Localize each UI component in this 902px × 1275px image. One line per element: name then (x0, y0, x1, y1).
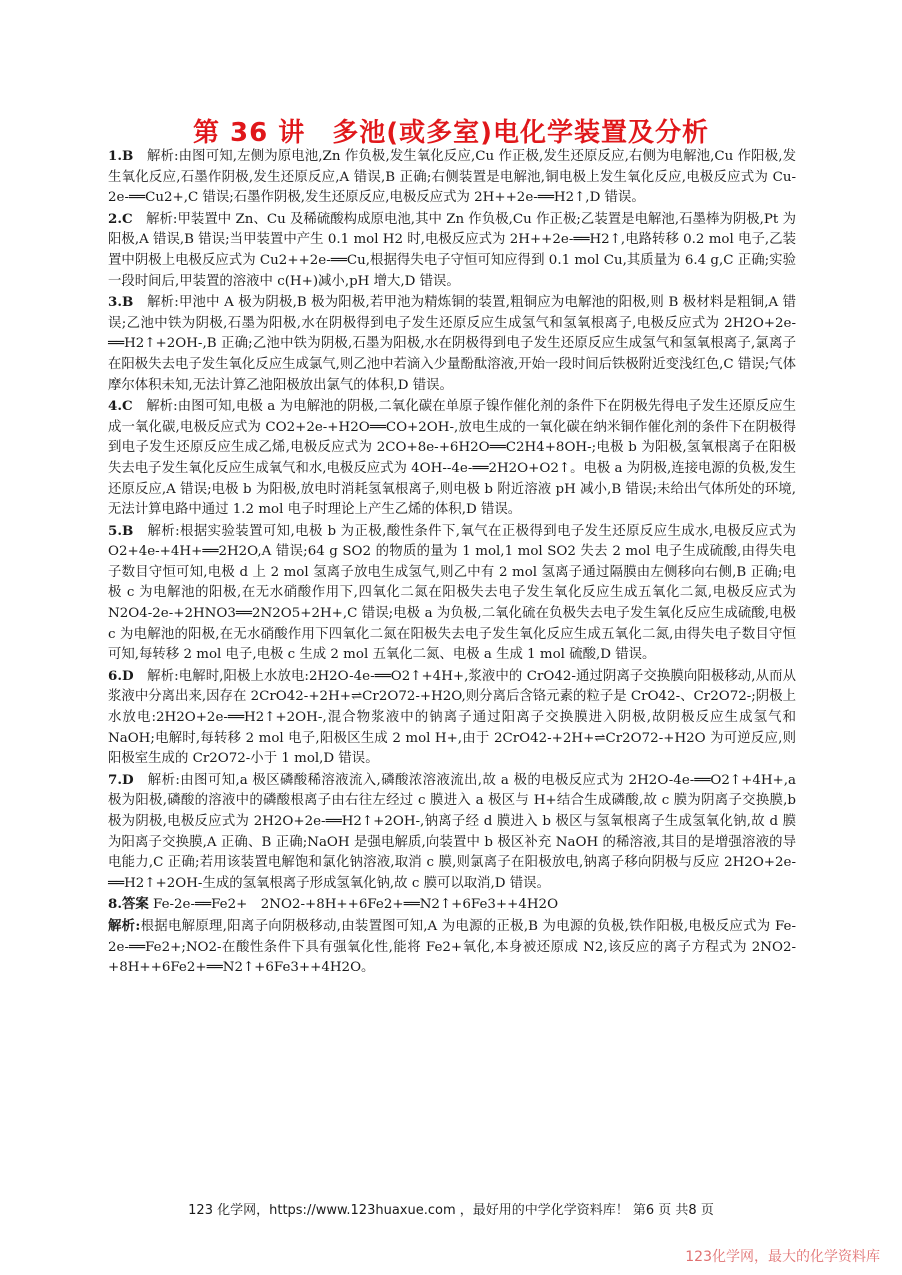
answer-label: 2.C (108, 210, 133, 227)
answer-paragraph (108, 292, 796, 396)
answer-paragraph (108, 396, 796, 521)
answer-paragraph (108, 916, 796, 979)
answer-label: 5.B (108, 522, 134, 539)
answer-label: 6.D (108, 667, 134, 684)
answer-paragraph (108, 146, 796, 209)
answer-label: 7.D (108, 771, 134, 788)
answer-text: 解析:电解时,阳极上水放电:2H2O-4e-══O2↑+4H+,浆液中的 CrO42-通过阴离子交换膜向阳极移动,从而从浆液中分离出来,因存在 2CrO42-+2H+⇌Cr2O72-+H2O,则分离后含铬元素的粒子是 CrO42-、Cr2O72-;阴极上水放电:2H2O+2e-══H2↑+2OH-,混合物浆液中的钠离子通过阳离子交换膜进入阴极,故阴极反应生成氢气和 NaOH;电解时,每转移 2 mol 电子,阳极区生成 2 mol H+,由于 2CrO42-+2H+⇌Cr2O72-+H2O 为可逆反应,则阳极室生成的 Cr2O72-小于 1 mol,D 错误。 (108, 668, 796, 767)
answer-paragraph (108, 666, 796, 770)
answer-label: 3.B (108, 294, 134, 311)
answer-text: 解析:由图可知,电极 a 为电解池的阴极,二氧化碳在单原子镍作催化剂的条件下在阴极先得电子发生还原反应生成一氧化碳,电极反应式为 CO2+2e-+H2O══CO+2OH-,放电生成的一氧化碳在纳米铜作催化剂的条件下在阴极得到电子发生还原反应生成乙烯,电极反应式为 2CO+8e-+6H2O══C2H4+8OH-;电极 b 为阳极,氢氧根离子在阳极失去电子发生氧化反应生成氧气和水,电极反应式为 4OH--4e-══2H2O+O2↑。电极 a 为阴极,连接电源的负极,发生还原反应,A 错误;电极 b 为阳极,放电时消耗氢氧根离子,则电极 b 附近溶液 pH 减小,B 错误;未给出气体所处的环境,无法计算电路中通过 1.2 mol 电子时理论上产生乙烯的体积,D 错误。 (108, 399, 796, 518)
answer-label: 4.C (108, 398, 133, 415)
answer-text: 解析:根据实验装置可知,电极 b 为正极,酸性条件下,氧气在正极得到电子发生还原反应生成水,电极反应式为 O2+4e-+4H+══2H2O,A 错误;64 g SO2 的物质的量为 1 mol,1 mol SO2 失去 2 mol 电子生成硫酸,由得失电子数目守恒可知,电极 d 上 2 mol 氢离子放电生成氢气,则乙中有 2 mol 氢离子通过隔膜由左侧移向右侧,B 正确;电极 c 为电解池的阳极,在无水硝酸作用下,四氧化二氮在阳极失去电子发生氧化反应生成五氧化二氮,电极反应式为 N2O4-2e-+2HNO3══2N2O5+2H+,C 错误;电极 a 为负极,二氧化硫在负极失去电子发生氧化反应生成硫酸,电极 c 为电解池的阳极,在无水硝酸作用下四氧化二氮在阳极失去电子发生氧化反应生成五氧化二氮,由得失电子数目守恒可知,每转移 2 mol 电子,电极 c 生成 2 mol 五氧化二氮、电极 a 生成 1 mol 硫酸,D 错误。 (108, 523, 796, 663)
answer-paragraph (108, 894, 796, 916)
answer-text: 解析:由图可知,a 极区磷酸稀溶液流入,磷酸浓溶液流出,故 a 极的电极反应式为 2H2O-4e-══O2↑+4H+,a 极为阳极,磷酸的溶液中的磷酸根离子由右往左经过 c 膜进入 a 极区与 H+结合生成磷酸,故 c 膜为阴离子交换膜,b 极为阴极,电极反应式为 2H2O+2e-══H2↑+2OH-,钠离子经 d 膜进入 b 极区与氢氧根离子生成氢氧化钠,故 d 膜为阳离子交换膜,A 正确、B 正确;NaOH 是强电解质,向装置中 b 极区补充 NaOH 的稀溶液,其目的是增强溶液的导电能力,C 正确;若用该装置电解饱和氯化钠溶液,取消 c 膜,则氯离子在阳极放电,钠离子移向阴极与反应 2H2O+2e-══H2↑+2OH-生成的氢氧根离子形成氢氧化钠,故 c 膜可以取消,D 错误。 (108, 772, 796, 891)
page-footer: 123 化学网，https://www.123huaxue.com ，最好用的中学化学资料库！ 第6 页 共8 页 (188, 1203, 714, 1218)
answer-text: Fe-2e-══Fe2+ 2NO2-+8H++6Fe2+══N2↑+6Fe3++4H2O (148, 897, 559, 913)
answer-text: 解析:甲装置中 Zn、Cu 及稀硫酸构成原电池,其中 Zn 作负极,Cu 作正极;乙装置是电解池,石墨棒为阴极,Pt 为阳极,A 错误,B 错误;当甲装置中产生 0.1 mol H2 时,电极反应式为 2H++2e-══H2↑,电路转移 0.2 mol 电子,乙装置中阴极上电极反应式为 Cu2++2e-══Cu,根据得失电子守恒可知应得到 0.1 mol Cu,其质量为 6.4 g,C 正确;实验一段时间后,甲装置的溶液中 c(H+)减小,pH 增大,D 错误。 (108, 211, 796, 289)
answer-paragraph (108, 209, 796, 292)
answer-text: 根据电解原理,阳离子向阴极移动,由装置图可知,A 为电源的正极,B 为电源的负极,铁作阳极,电极反应式为 Fe-2e-══Fe2+;NO2-在酸性条件下具有强氧化性,能将 Fe2+氧化,本身被还原成 N2,该反应的离子方程式为 2NO2-+8H++6Fe2+══N2↑+6Fe3++4H2O。 (108, 918, 796, 976)
answer-content (108, 146, 796, 979)
answer-label: 1.B (108, 148, 134, 164)
page-title: 第 36 讲 多池(或多室)电化学装置及分析 (192, 118, 710, 148)
answer-label: 解析: (108, 917, 141, 934)
answer-paragraph (108, 770, 796, 895)
answer-text: 解析:由图可知,左侧为原电池,Zn 作负极,发生氧化反应,Cu 作正极,发生还原反应,右侧为电解池,Cu 作阳极,发生氧化反应,石墨作阴极,发生还原反应,A 错误,B 正确;右侧装置是电解池,铜电极上发生氧化反应,电极反应式为 Cu-2e-══Cu2+,C 错误;石墨作阴极,发生还原反应,电极反应式为 2H++2e-══H2↑,D 错误。 (108, 149, 796, 206)
answer-label: 8.答案 (108, 896, 149, 913)
answer-paragraph (108, 521, 796, 666)
watermark: 123化学网，最大的化学资料库 (685, 1249, 880, 1265)
answer-text: 解析:甲池中 A 极为阴极,B 极为阳极,若甲池为精炼铜的装置,粗铜应为电解池的阳极,则 B 极材料是粗铜,A 错误;乙池中铁为阴极,石墨为阳极,水在阴极得到电子发生还原反应生成氢气和氢氧根离子,电极反应式为 2H2O+2e-══H2↑+2OH-,B 正确;乙池中铁为阴极,石墨为阳极,水在阴极得到电子发生还原反应生成氢气和氢氧根离子,氯离子在阳极失去电子发生氧化反应生成氯气,则乙池中若滴入少量酚酞溶液,开始一段时间后铁极附近变浅红色,C 错误;气体摩尔体积未知,无法计算乙池阳极放出氯气的体积,D 错误。 (108, 295, 796, 393)
